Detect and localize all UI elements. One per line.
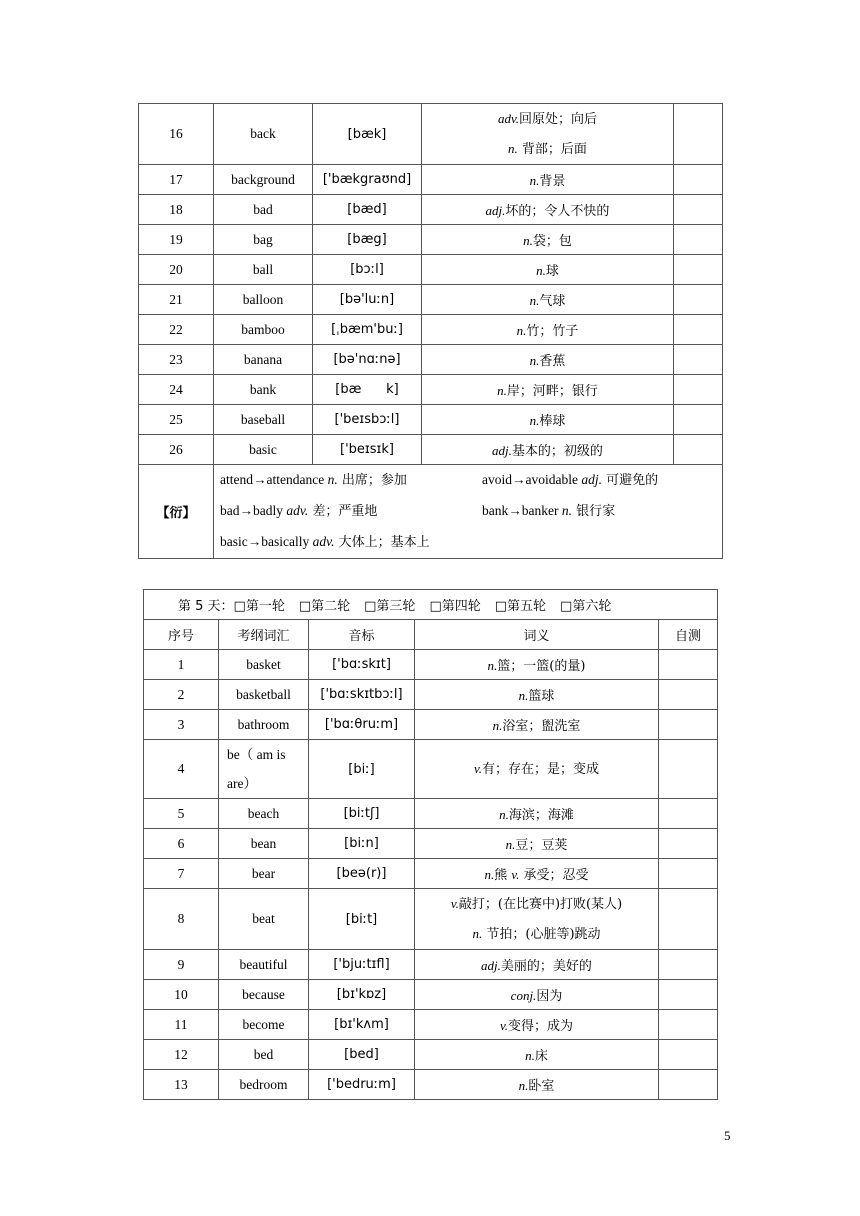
table-row — [144, 1040, 718, 1070]
vocab-word: beautiful — [219, 950, 309, 980]
row-number: 6 — [144, 829, 219, 859]
meaning-text: 竹；竹子 — [526, 324, 579, 339]
row-number: 1 — [144, 650, 219, 680]
vocab-word: baseball — [214, 405, 313, 435]
derivation-meaning: 大体上；基本上 — [334, 535, 430, 550]
derivation-line — [220, 496, 716, 527]
part-of-speech: n. — [508, 141, 518, 156]
table-row — [144, 1070, 718, 1100]
self-test-cell[interactable] — [674, 315, 723, 345]
meaning — [415, 1010, 659, 1040]
header-ipa: 音标 — [309, 620, 415, 650]
part-of-speech: n. — [518, 1078, 529, 1093]
meaning-item — [422, 104, 673, 134]
part-of-speech: adj. — [481, 958, 501, 973]
vocab-word: bad — [214, 195, 313, 225]
vocab-word: beach — [219, 799, 309, 829]
meaning-item — [493, 719, 581, 734]
row-number: 9 — [144, 950, 219, 980]
phonetic: [ˌbæm'buː] — [313, 315, 422, 345]
part-of-speech: n. — [505, 837, 516, 852]
part-of-speech: n. — [472, 926, 483, 941]
self-test-cell[interactable] — [659, 859, 718, 889]
self-test-cell[interactable] — [659, 710, 718, 740]
meaning-item — [484, 868, 511, 883]
row-number: 19 — [139, 225, 214, 255]
phonetic: [biːt] — [309, 889, 415, 950]
vocab-table-upper-body — [139, 104, 723, 559]
meaning — [422, 345, 674, 375]
row-number: 24 — [139, 375, 214, 405]
vocab-word: bag — [214, 225, 313, 255]
phonetic: [beə(r)] — [309, 859, 415, 889]
meaning-text: 豆；豆荚 — [515, 838, 568, 853]
self-test-cell[interactable] — [659, 1040, 718, 1070]
meaning-item — [525, 1049, 548, 1064]
meaning-text: 变得；成为 — [508, 1019, 574, 1034]
table-row — [144, 799, 718, 829]
meaning-text: 回原处；向后 — [519, 112, 598, 127]
self-test-cell[interactable] — [659, 980, 718, 1010]
derivation-base: attend→attendance — [220, 472, 328, 487]
vocab-word: beat — [219, 889, 309, 950]
meaning — [422, 104, 674, 165]
meaning-item — [519, 1079, 555, 1094]
table-row — [144, 980, 718, 1010]
row-number: 12 — [144, 1040, 219, 1070]
meaning-text: 袋；包 — [532, 234, 572, 249]
row-number: 17 — [139, 165, 214, 195]
derivation-content — [214, 465, 723, 559]
vocab-word: basic — [214, 435, 313, 465]
vocab-table-upper — [138, 103, 723, 559]
row-number: 8 — [144, 889, 219, 950]
vocab-word: basketball — [219, 680, 309, 710]
meaning — [422, 375, 674, 405]
derivation-meaning: 可避免的 — [602, 473, 659, 488]
meaning-item — [488, 659, 586, 674]
table-row — [139, 165, 723, 195]
self-test-cell[interactable] — [674, 375, 723, 405]
row-number: 13 — [144, 1070, 219, 1100]
meaning-item — [511, 868, 588, 883]
meaning-text: 背部；后面 — [517, 142, 587, 157]
part-of-speech: adj. — [492, 443, 512, 458]
derivation-meaning: 出席；参加 — [337, 473, 407, 488]
phonetic: [bɪ'kɒz] — [309, 980, 415, 1010]
self-test-cell[interactable] — [674, 405, 723, 435]
meaning-item — [499, 808, 574, 823]
row-number: 21 — [139, 285, 214, 315]
derivation-item — [220, 465, 482, 496]
phonetic: ['bjuːtɪfl] — [309, 950, 415, 980]
meaning-text: 床 — [534, 1049, 548, 1064]
meaning-item — [517, 324, 579, 339]
meaning — [415, 680, 659, 710]
vocab-word: bedroom — [219, 1070, 309, 1100]
self-test-cell[interactable] — [674, 285, 723, 315]
phonetic: [bɔːl] — [313, 255, 422, 285]
phonetic: ['bedruːm] — [309, 1070, 415, 1100]
row-number: 25 — [139, 405, 214, 435]
meaning — [415, 799, 659, 829]
day-label: 第 5 天： — [178, 599, 234, 614]
part-of-speech: v. — [499, 1018, 509, 1033]
self-test-cell[interactable] — [659, 799, 718, 829]
vocab-word: basket — [219, 650, 309, 680]
row-number: 18 — [139, 195, 214, 225]
self-test-cell[interactable] — [674, 345, 723, 375]
row-number: 16 — [139, 104, 214, 165]
row-number: 2 — [144, 680, 219, 710]
vocab-word: banana — [214, 345, 313, 375]
derivation-meaning: 银行家 — [571, 504, 616, 519]
day-title-row — [144, 590, 718, 620]
table-row — [144, 1010, 718, 1040]
part-of-speech: adj. — [485, 203, 506, 218]
self-test-cell[interactable] — [659, 650, 718, 680]
vocab-word: back — [214, 104, 313, 165]
self-test-cell[interactable] — [659, 889, 718, 950]
phonetic: [bed] — [309, 1040, 415, 1070]
vocab-word-line: are） — [227, 776, 257, 791]
self-test-cell[interactable] — [659, 680, 718, 710]
meaning — [415, 950, 659, 980]
self-test-cell[interactable] — [674, 104, 723, 165]
meaning-item — [530, 294, 566, 309]
part-of-speech: n. — [561, 503, 572, 518]
header-word: 考纲词汇 — [219, 620, 309, 650]
meaning-item — [415, 889, 658, 919]
meaning-text: 背景 — [539, 174, 566, 189]
round-checkbox-4[interactable]: □第四轮 — [429, 599, 481, 614]
meaning — [415, 1040, 659, 1070]
self-test-cell[interactable] — [674, 435, 723, 465]
phonetic: [biː] — [309, 740, 415, 799]
phonetic: [bæd] — [313, 195, 422, 225]
table-row — [139, 255, 723, 285]
round-checkbox-5[interactable]: □第五轮 — [494, 599, 547, 614]
part-of-speech: n. — [523, 233, 533, 248]
vocab-word: balloon — [214, 285, 313, 315]
meaning-text: 篮球 — [528, 689, 555, 704]
part-of-speech: n. — [529, 413, 540, 428]
meaning-text: 美丽的；美好的 — [500, 959, 592, 974]
part-of-speech: n. — [536, 263, 546, 278]
row-number: 11 — [144, 1010, 219, 1040]
phonetic: [bə'nɑːnə] — [313, 345, 422, 375]
part-of-speech: n. — [516, 323, 527, 338]
part-of-speech: n. — [529, 293, 540, 308]
phonetic: [bə'luːn] — [313, 285, 422, 315]
meaning-item — [492, 444, 603, 459]
self-test-cell[interactable] — [659, 950, 718, 980]
meaning-text: 坏的；令人不快的 — [505, 204, 610, 219]
meaning-item — [500, 1019, 573, 1034]
vocab-word: background — [214, 165, 313, 195]
phonetic: ['bɑːskɪt] — [309, 650, 415, 680]
table-row — [139, 225, 723, 255]
derivation-row — [139, 465, 723, 559]
self-test-cell[interactable] — [659, 740, 718, 799]
phonetic: [biːtʃ] — [309, 799, 415, 829]
part-of-speech: n. — [497, 383, 507, 398]
table-row — [144, 859, 718, 889]
vocab-word: because — [219, 980, 309, 1010]
phonetic: ['bɑːskɪtbɔːl] — [309, 680, 415, 710]
table-row — [139, 345, 723, 375]
phonetic: ['beɪsbɔːl] — [313, 405, 422, 435]
derivation-meaning: 差；严重地 — [308, 504, 378, 519]
table-row — [144, 680, 718, 710]
vocab-word — [219, 740, 309, 799]
meaning-item — [519, 689, 555, 704]
row-number: 5 — [144, 799, 219, 829]
table-row — [139, 104, 723, 165]
derivation-item — [482, 496, 716, 527]
part-of-speech: n. — [529, 353, 540, 368]
meaning — [422, 255, 674, 285]
part-of-speech: n. — [327, 472, 338, 487]
meaning-item — [415, 919, 658, 949]
part-of-speech: v. — [473, 761, 483, 776]
phonetic: [biːn] — [309, 829, 415, 859]
meaning-text: 篮；一篮(的量) — [497, 659, 586, 674]
meaning — [415, 980, 659, 1010]
vocab-word: bamboo — [214, 315, 313, 345]
row-number: 3 — [144, 710, 219, 740]
part-of-speech: adv. — [497, 111, 520, 126]
part-of-speech: n. — [529, 173, 540, 188]
meaning-item — [481, 959, 592, 974]
phonetic: ['bɑːθruːm] — [309, 710, 415, 740]
row-number: 4 — [144, 740, 219, 799]
table-row — [144, 710, 718, 740]
meaning-item — [506, 838, 568, 853]
meaning-item — [536, 264, 559, 279]
vocab-word: bean — [219, 829, 309, 859]
derivation-item — [220, 496, 482, 527]
meaning-text: 卧室 — [528, 1079, 555, 1094]
meaning-item — [486, 204, 610, 219]
derivation-item — [220, 527, 482, 558]
self-test-cell[interactable] — [659, 1010, 718, 1040]
derivation-base: bad→badly — [220, 503, 287, 518]
meaning — [415, 1070, 659, 1100]
table-row — [144, 889, 718, 950]
table-row — [144, 740, 718, 799]
phonetic: [bæg] — [313, 225, 422, 255]
meaning-text: 承受；忍受 — [519, 868, 589, 883]
table-row — [139, 435, 723, 465]
meaning-text: 岸；河畔；银行 — [506, 384, 598, 399]
vocab-word: bathroom — [219, 710, 309, 740]
part-of-speech: conj. — [510, 988, 537, 1003]
vocab-word: bank — [214, 375, 313, 405]
meaning — [422, 435, 674, 465]
row-number: 22 — [139, 315, 214, 345]
meaning — [422, 315, 674, 345]
meaning-text: 基本的；初级的 — [511, 444, 603, 459]
self-test-cell[interactable] — [674, 225, 723, 255]
phonetic: ['bækgraʊnd] — [313, 165, 422, 195]
meaning-item — [523, 234, 572, 249]
vocab-word-line: be（ am is — [227, 747, 286, 762]
vocab-word: ball — [214, 255, 313, 285]
derivation-base: bank→banker — [482, 503, 562, 518]
derivation-line — [220, 527, 716, 558]
derivation-base: avoid→avoidable — [482, 472, 582, 487]
meaning-text: 棒球 — [539, 414, 566, 429]
part-of-speech: adv. — [286, 503, 309, 518]
row-number: 23 — [139, 345, 214, 375]
phonetic: [bæ k] — [313, 375, 422, 405]
header-no: 序号 — [144, 620, 219, 650]
meaning-item — [422, 134, 673, 164]
header-self-test: 自测 — [659, 620, 718, 650]
table-row — [139, 405, 723, 435]
table-row — [144, 650, 718, 680]
derivation-label: 【衍】 — [139, 465, 214, 559]
meaning-item — [530, 174, 566, 189]
part-of-speech: n. — [525, 1048, 535, 1063]
derivation-item — [482, 465, 716, 496]
table-row — [139, 375, 723, 405]
self-test-cell[interactable] — [674, 255, 723, 285]
row-number: 10 — [144, 980, 219, 1010]
meaning-item — [415, 754, 658, 784]
meaning-text: 有；存在；是；变成 — [482, 762, 600, 777]
row-number: 7 — [144, 859, 219, 889]
meaning — [422, 195, 674, 225]
derivation-line — [220, 465, 716, 496]
phonetic: [bæk] — [313, 104, 422, 165]
part-of-speech: n. — [484, 867, 495, 882]
derivation-base: basic→basically — [220, 534, 313, 549]
row-number: 26 — [139, 435, 214, 465]
meaning-text: 熊 — [494, 868, 512, 883]
part-of-speech: adv. — [312, 534, 335, 549]
round-checkbox-2[interactable]: □第二轮 — [298, 599, 351, 614]
phonetic: [bɪ'kʌm] — [309, 1010, 415, 1040]
vocab-word: become — [219, 1010, 309, 1040]
part-of-speech: v. — [511, 867, 520, 882]
meaning-text: 海滨；海滩 — [508, 808, 574, 823]
vocab-table-lower — [143, 589, 718, 1100]
round-checkbox-6[interactable]: □第六轮 — [560, 599, 612, 614]
meaning-item — [530, 414, 566, 429]
self-test-cell[interactable] — [659, 829, 718, 859]
meaning — [415, 710, 659, 740]
meaning — [422, 405, 674, 435]
part-of-speech: adj. — [581, 472, 602, 487]
meaning — [422, 225, 674, 255]
part-of-speech: n. — [518, 688, 529, 703]
meaning-item — [497, 384, 598, 399]
day-title-cell — [144, 590, 718, 620]
round-checkbox-3[interactable]: □第三轮 — [364, 599, 416, 614]
self-test-cell[interactable] — [674, 165, 723, 195]
meaning-text: 球 — [545, 264, 559, 279]
self-test-cell[interactable] — [674, 195, 723, 225]
meaning-text: 气球 — [539, 294, 566, 309]
meaning — [415, 889, 659, 950]
vocab-table-lower-body — [144, 650, 718, 1100]
round-checkbox-1[interactable]: □第一轮 — [233, 599, 285, 614]
meaning-text: 香蕉 — [539, 354, 566, 369]
row-number: 20 — [139, 255, 214, 285]
header-row — [144, 620, 718, 650]
vocab-word: bed — [219, 1040, 309, 1070]
table-row — [144, 829, 718, 859]
part-of-speech: n. — [487, 658, 498, 673]
meaning — [422, 165, 674, 195]
table-row — [139, 195, 723, 225]
table-row — [144, 950, 718, 980]
part-of-speech: n. — [492, 718, 503, 733]
meaning-text: 浴室；盥洗室 — [502, 719, 581, 734]
header-meaning: 词义 — [415, 620, 659, 650]
meaning — [422, 285, 674, 315]
vocab-word: bear — [219, 859, 309, 889]
phonetic: ['beɪsɪk] — [313, 435, 422, 465]
meaning-item — [511, 989, 563, 1004]
page-number: 5 — [724, 1128, 731, 1143]
meaning — [415, 829, 659, 859]
self-test-cell[interactable] — [659, 1070, 718, 1100]
meaning-text: 节拍；(心脏等)跳动 — [482, 927, 601, 942]
table-row — [139, 315, 723, 345]
meaning — [415, 740, 659, 799]
meaning-item — [530, 354, 566, 369]
meaning-text: 敲打；(在比赛中)打败(某人) — [458, 897, 623, 912]
meaning — [415, 650, 659, 680]
part-of-speech: v. — [450, 896, 459, 911]
meaning — [415, 859, 659, 889]
table-row — [139, 285, 723, 315]
part-of-speech: n. — [499, 807, 509, 822]
meaning-text: 因为 — [536, 989, 563, 1004]
